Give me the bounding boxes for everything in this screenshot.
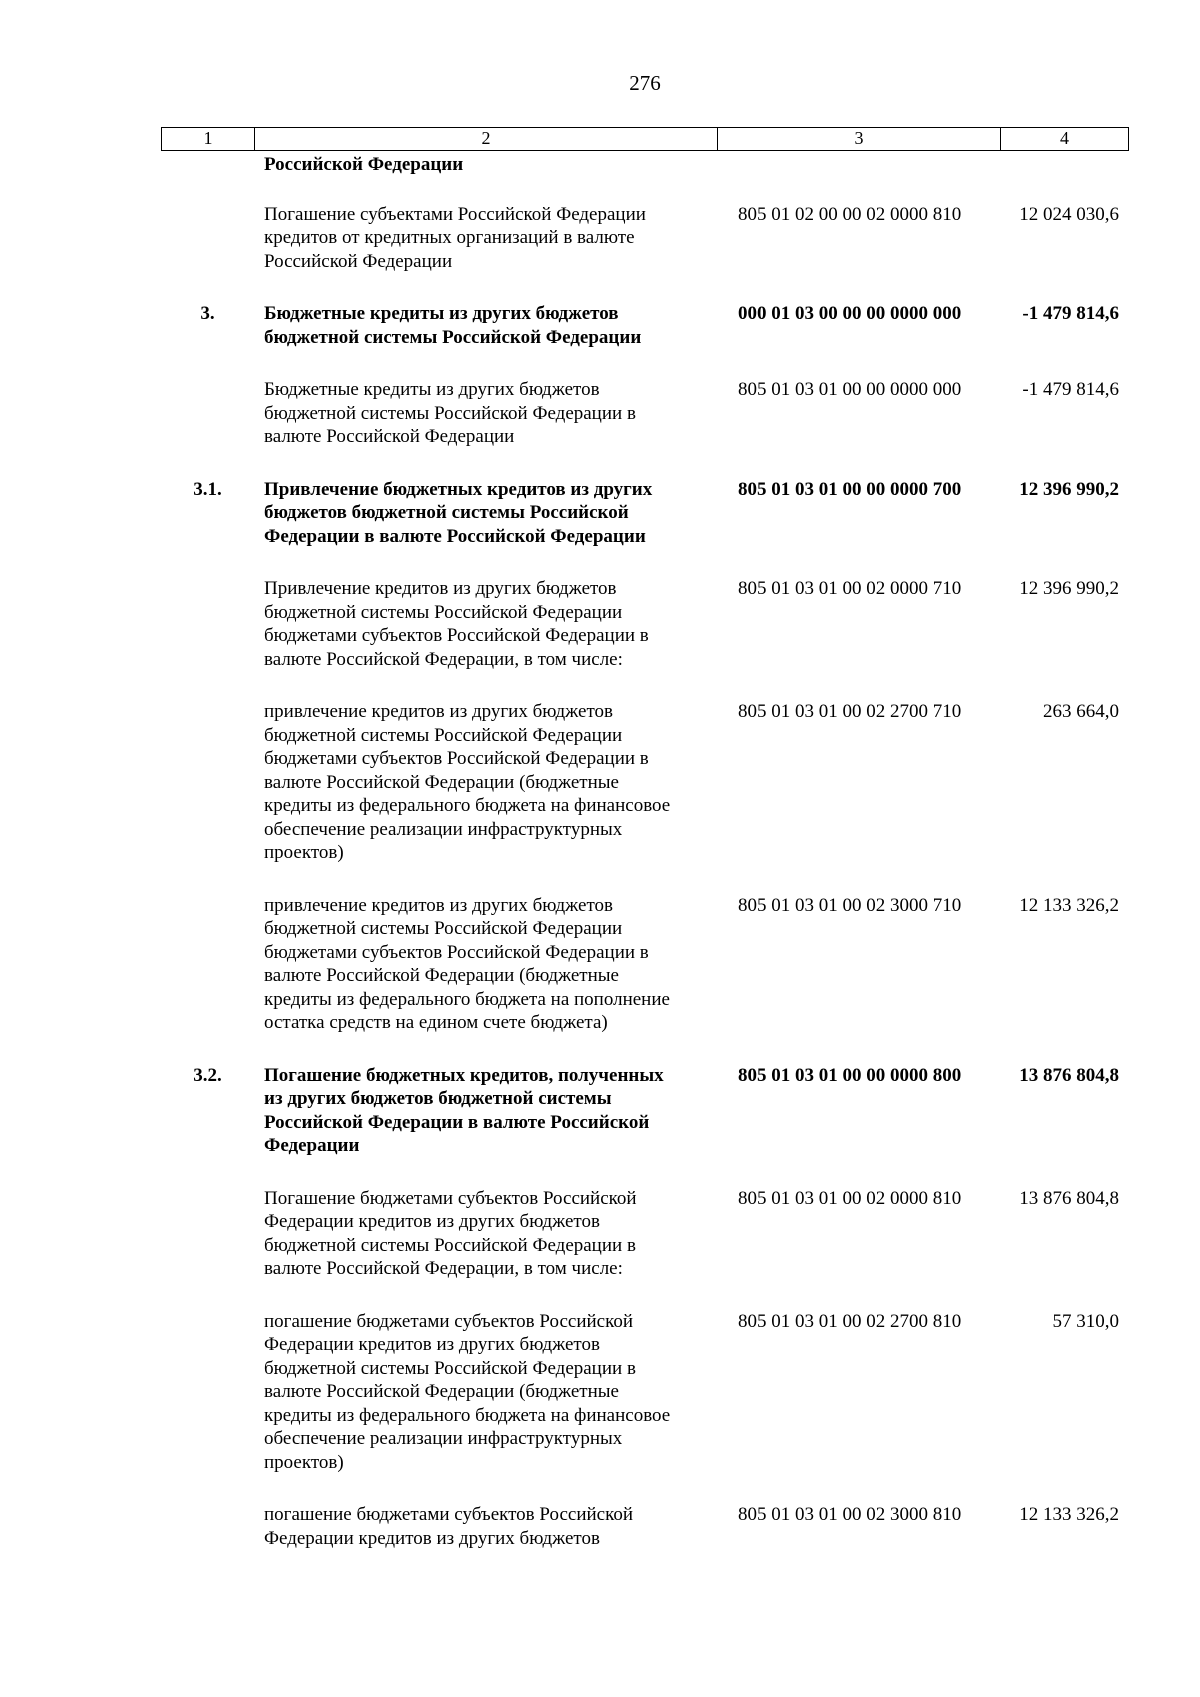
- column-header-2: 2: [255, 128, 718, 150]
- description-line: Российской Федерации: [264, 154, 464, 175]
- row-description: [254, 894, 717, 1035]
- table-row: [161, 203, 1129, 274]
- row-description: [254, 700, 717, 865]
- description-line: погашение бюджетами субъектов Российской: [264, 1310, 634, 1332]
- budget-classification-code: 805 01 03 01 00 02 2700 810: [738, 1310, 962, 1332]
- description-line: Погашение бюджетных кредитов, полученных: [264, 1064, 664, 1086]
- description-line: Бюджетные кредиты из других бюджетов: [264, 379, 600, 400]
- description-line: бюджетной системы Российской Федерации: [264, 724, 623, 746]
- description-line: кредиты из федерального бюджета на финансовое: [264, 1404, 671, 1426]
- table-row: [161, 378, 1129, 449]
- description-line: привлечение кредитов из других бюджетов: [264, 701, 613, 722]
- description-line: бюджетов бюджетной системы Российской: [264, 502, 629, 523]
- table-row: [161, 577, 1129, 671]
- row-number: 3.1.: [193, 478, 222, 500]
- row-description: [254, 302, 717, 349]
- description-line: Федерации: [264, 1135, 360, 1156]
- amount-value: 12 396 990,2: [1019, 478, 1119, 500]
- amount-value: 13 876 804,8: [1019, 1064, 1119, 1086]
- description-line: проектов): [264, 842, 344, 863]
- description-line: проектов): [264, 1451, 344, 1473]
- description-line: Федерации кредитов из других бюджетов: [264, 1211, 600, 1232]
- description-line: Привлечение кредитов из других бюджетов: [264, 578, 617, 599]
- row-description: [254, 203, 717, 274]
- description-line: бюджетами субъектов Российской Федерации в: [264, 941, 649, 963]
- description-line: Федерации кредитов из других бюджетов: [264, 1334, 600, 1355]
- row-description: [254, 478, 717, 549]
- description-line: кредиты из федерального бюджета на финансовое: [264, 795, 671, 816]
- description-line: Российской Федерации в валюте Российской: [264, 1111, 650, 1133]
- description-line: бюджетами субъектов Российской Федерации в: [264, 625, 649, 646]
- budget-classification-code: 805 01 03 01 00 00 0000 800: [738, 1064, 962, 1086]
- description-line: бюджетной системы Российской Федерации в: [264, 1357, 636, 1379]
- description-line: валюте Российской Федерации (бюджетные: [264, 771, 619, 793]
- amount-value: 13 876 804,8: [1019, 1187, 1119, 1209]
- description-line: Погашение бюджетами субъектов Российской: [264, 1187, 637, 1209]
- row-description: [254, 1310, 717, 1475]
- table-header: [161, 127, 1129, 151]
- description-line: Бюджетные кредиты из других бюджетов: [264, 303, 619, 324]
- amount-value: 263 664,0: [1043, 701, 1119, 722]
- table-row: [161, 1503, 1129, 1550]
- description-line: Привлечение бюджетных кредитов из других: [264, 478, 653, 500]
- description-line: кредиты из федерального бюджета на пополнение: [264, 988, 670, 1010]
- amount-value: -1 479 814,6: [1022, 379, 1119, 400]
- description-line: валюте Российской Федерации: [264, 426, 515, 447]
- table-row: [161, 1310, 1129, 1475]
- amount-value: 57 310,0: [1052, 1310, 1119, 1332]
- budget-classification-code: 000 01 03 00 00 00 0000 000: [738, 303, 962, 324]
- column-header-1: 1: [162, 128, 255, 150]
- table-row: [161, 1187, 1129, 1281]
- row-description: [254, 1064, 717, 1158]
- description-line: валюте Российской Федерации (бюджетные: [264, 1381, 619, 1402]
- description-line: валюте Российской Федерации (бюджетные: [264, 965, 619, 986]
- description-line: Федерации в валюте Российской Федерации: [264, 525, 646, 547]
- row-description: [254, 378, 717, 449]
- description-line: бюджетной системы Российской Федерации: [264, 326, 642, 348]
- description-line: бюджетной системы Российской Федерации: [264, 601, 623, 623]
- column-header-3: 3: [718, 128, 1001, 150]
- description-line: привлечение кредитов из других бюджетов: [264, 894, 613, 916]
- row-description: [254, 577, 717, 671]
- table-row: [161, 302, 1129, 349]
- description-line: валюте Российской Федерации, в том числе:: [264, 1258, 623, 1279]
- table-row: [161, 894, 1129, 1035]
- amount-value: 12 024 030,6: [1019, 203, 1119, 225]
- budget-classification-code: 805 01 03 01 00 02 3000 710: [738, 894, 962, 916]
- budget-classification-code: 805 01 03 01 00 02 3000 810: [738, 1504, 962, 1525]
- budget-classification-code: 805 01 03 01 00 02 0000 810: [738, 1187, 962, 1209]
- amount-value: 12 133 326,2: [1019, 1504, 1119, 1525]
- budget-classification-code: 805 01 03 01 00 00 0000 000: [738, 379, 962, 400]
- description-line: из других бюджетов бюджетной системы: [264, 1088, 612, 1109]
- description-line: Российской Федерации: [264, 250, 453, 272]
- row-number: 3.2.: [193, 1064, 222, 1086]
- table-row: [161, 153, 1129, 177]
- description-line: бюджетной системы Российской Федерации в: [264, 1234, 636, 1256]
- budget-classification-code: 805 01 02 00 00 02 0000 810: [738, 203, 962, 225]
- description-line: кредитов от кредитных организаций в валюте: [264, 227, 635, 248]
- description-line: бюджетной системы Российской Федерации: [264, 918, 623, 939]
- description-line: обеспечение реализации инфраструктурных: [264, 818, 623, 840]
- budget-classification-code: 805 01 03 01 00 02 2700 710: [738, 701, 962, 722]
- description-line: остатка средств на едином счете бюджета): [264, 1012, 608, 1033]
- description-line: бюджетами субъектов Российской Федерации в: [264, 748, 649, 769]
- description-line: Погашение субъектами Российской Федерации: [264, 203, 646, 225]
- description-line: погашение бюджетами субъектов Российской: [264, 1504, 634, 1525]
- amount-value: -1 479 814,6: [1022, 303, 1119, 324]
- amount-value: 12 396 990,2: [1019, 578, 1119, 599]
- budget-classification-code: 805 01 03 01 00 02 0000 710: [738, 578, 962, 599]
- description-line: бюджетной системы Российской Федерации в: [264, 402, 636, 424]
- budget-classification-code: 805 01 03 01 00 00 0000 700: [738, 478, 962, 500]
- row-description: [254, 153, 717, 177]
- column-header-4: 4: [1060, 128, 1069, 148]
- table-body: [161, 153, 1129, 1579]
- description-line: обеспечение реализации инфраструктурных: [264, 1428, 623, 1449]
- page-number: 276: [629, 71, 661, 95]
- table-row: [161, 1064, 1129, 1158]
- description-line: Федерации кредитов из других бюджетов: [264, 1527, 600, 1549]
- table-row: [161, 700, 1129, 865]
- amount-value: 12 133 326,2: [1019, 894, 1119, 916]
- table-row: [161, 478, 1129, 549]
- row-description: [254, 1187, 717, 1281]
- row-number: 3.: [200, 303, 215, 324]
- row-description: [254, 1503, 717, 1550]
- description-line: валюте Российской Федерации, в том числе:: [264, 648, 623, 670]
